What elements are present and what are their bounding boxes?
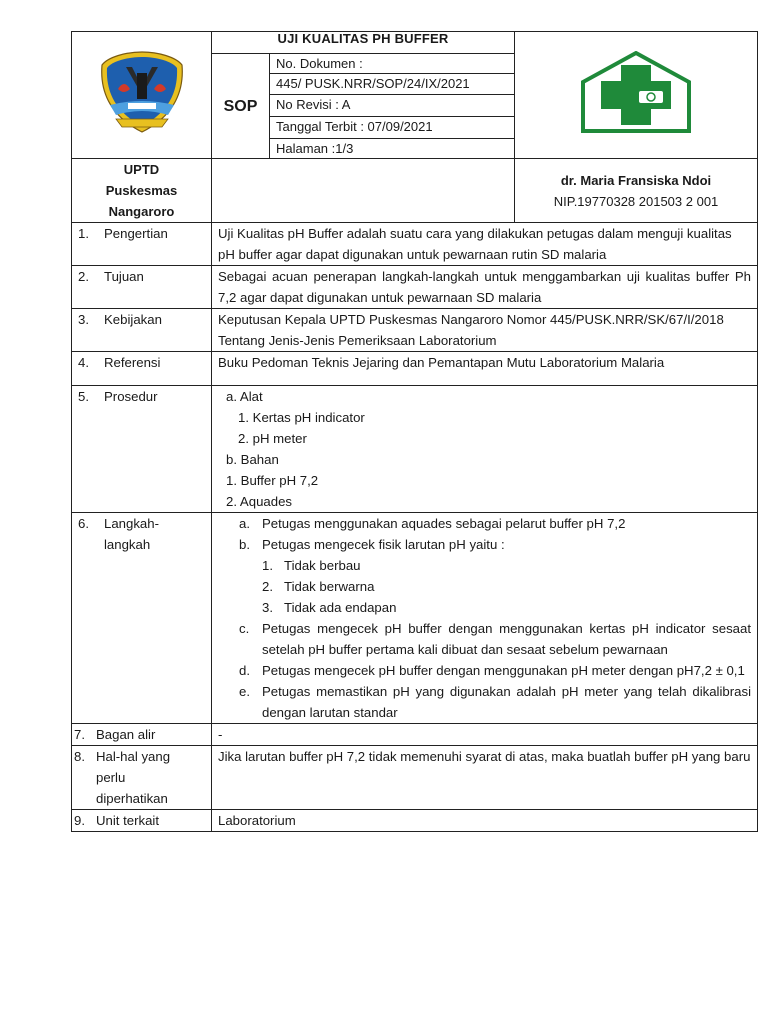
list-item: 1. Buffer pH 7,2 xyxy=(226,473,319,488)
section-row-pengertian xyxy=(72,223,758,266)
list-item: b. Bahan xyxy=(226,452,279,467)
section-label: 6. Langkah- langkah xyxy=(72,513,212,724)
section-content xyxy=(212,386,758,513)
list-item: a. Petugas menggunakan aquades sebagai pelarut buffer pH 7,2 xyxy=(239,516,626,531)
list-item: 1. Tidak berbau xyxy=(262,558,361,573)
section-content xyxy=(212,513,758,724)
section-row-kebijakan xyxy=(72,309,758,352)
section-row-prosedur xyxy=(72,386,758,513)
section-row-unit-terkait xyxy=(72,810,758,832)
organization-name xyxy=(72,159,212,223)
puskesmas-cross-icon xyxy=(581,51,691,133)
section-label: 3. Kebijakan xyxy=(72,309,212,352)
sop-label: SOP xyxy=(212,54,270,159)
sop-document xyxy=(71,31,757,832)
list-item: b. Petugas mengecek fisik larutan pH yaitu : xyxy=(239,537,505,552)
section-row-referensi xyxy=(72,352,758,386)
section-row-bagan-alir xyxy=(72,724,758,746)
signer-nip: NIP.19770328 201503 2 001 xyxy=(553,193,719,209)
list-item: 2. Tidak berwarna xyxy=(262,579,375,594)
section-label: 9. Unit terkait xyxy=(72,810,212,832)
list-item: e. Petugas memastikan pH yang digunakan adalah pH meter yang telah dikalibrasi dengan larutan standar xyxy=(239,684,751,720)
revision-number: No Revisi : A xyxy=(270,95,515,117)
section-row-langkah xyxy=(72,513,758,724)
section-content: Keputusan Kepala UPTD Puskesmas Nangaroro Nomor 445/PUSK.NRR/SK/67/I/2018 Tentang Jenis-Jenis Pemeriksaan Laboratorium xyxy=(212,309,758,352)
list-item: 1. Kertas pH indicator xyxy=(238,410,365,425)
signer-name: dr. Maria Fransiska Ndoi xyxy=(560,172,712,188)
list-item: a. Alat xyxy=(226,389,263,404)
org-line-1: UPTD xyxy=(123,162,160,177)
signature-block xyxy=(515,159,758,223)
doc-number-value: 445/ PUSK.NRR/SOP/24/IX/2021 xyxy=(270,74,515,95)
section-label: 8. Hal-hal yang perlu diperhatikan xyxy=(72,746,212,810)
right-logo-cell xyxy=(515,32,758,159)
issue-date: Tanggal Terbit : 07/09/2021 xyxy=(270,117,515,139)
org-line-3: Nangaroro xyxy=(108,204,175,219)
list-item: 2. pH meter xyxy=(238,431,307,446)
doc-number-label: No. Dokumen : xyxy=(270,54,515,74)
section-row-hal-hal xyxy=(72,746,758,810)
section-label: 5. Prosedur xyxy=(72,386,212,513)
section-content: Uji Kualitas pH Buffer adalah suatu cara yang dilakukan petugas dalam menguji kualitas pH buffer agar dapat digunakan untuk pewarnaan rutin SD malaria xyxy=(212,223,758,266)
section-content: - xyxy=(212,724,758,746)
section-content: Jika larutan buffer pH 7,2 tidak memenuhi syarat di atas, maka buatlah buffer pH yang baru xyxy=(212,746,758,810)
section-content: Sebagai acuan penerapan langkah-langkah untuk menggambarkan uji kualitas buffer Ph 7,2 agar dapat digunakan untuk pewarnaan SD malaria xyxy=(212,266,758,309)
section-content: Buku Pedoman Teknis Jejaring dan Pemantapan Mutu Laboratorium Malaria xyxy=(212,352,758,386)
page-number: Halaman :1/3 xyxy=(270,139,515,159)
left-logo-cell xyxy=(72,32,212,159)
org-line-2: Puskesmas xyxy=(105,183,178,198)
list-item: 3. Tidak ada endapan xyxy=(262,600,397,615)
blank-header-cell xyxy=(212,159,515,223)
list-item: 2. Aquades xyxy=(226,494,292,509)
sop-table xyxy=(71,31,758,832)
list-item: c. Petugas mengecek pH buffer dengan menggunakan kertas pH indicator sesaat setelah pH buffer pertama kali dibuat dan sesaat sebelum pewarnaan xyxy=(239,621,751,657)
section-label: 4. Referensi xyxy=(72,352,212,386)
section-content: Laboratorium xyxy=(212,810,758,832)
list-item: d. Petugas mengecek pH buffer dengan menggunakan pH meter dengan pH7,2 ± 0,1 xyxy=(239,663,745,678)
regency-emblem-icon xyxy=(96,49,188,135)
section-row-tujuan xyxy=(72,266,758,309)
document-title: UJI KUALITAS PH BUFFER xyxy=(212,32,515,54)
section-label: 2. Tujuan xyxy=(72,266,212,309)
section-label: 1. Pengertian xyxy=(72,223,212,266)
section-label: 7. Bagan alir xyxy=(72,724,212,746)
